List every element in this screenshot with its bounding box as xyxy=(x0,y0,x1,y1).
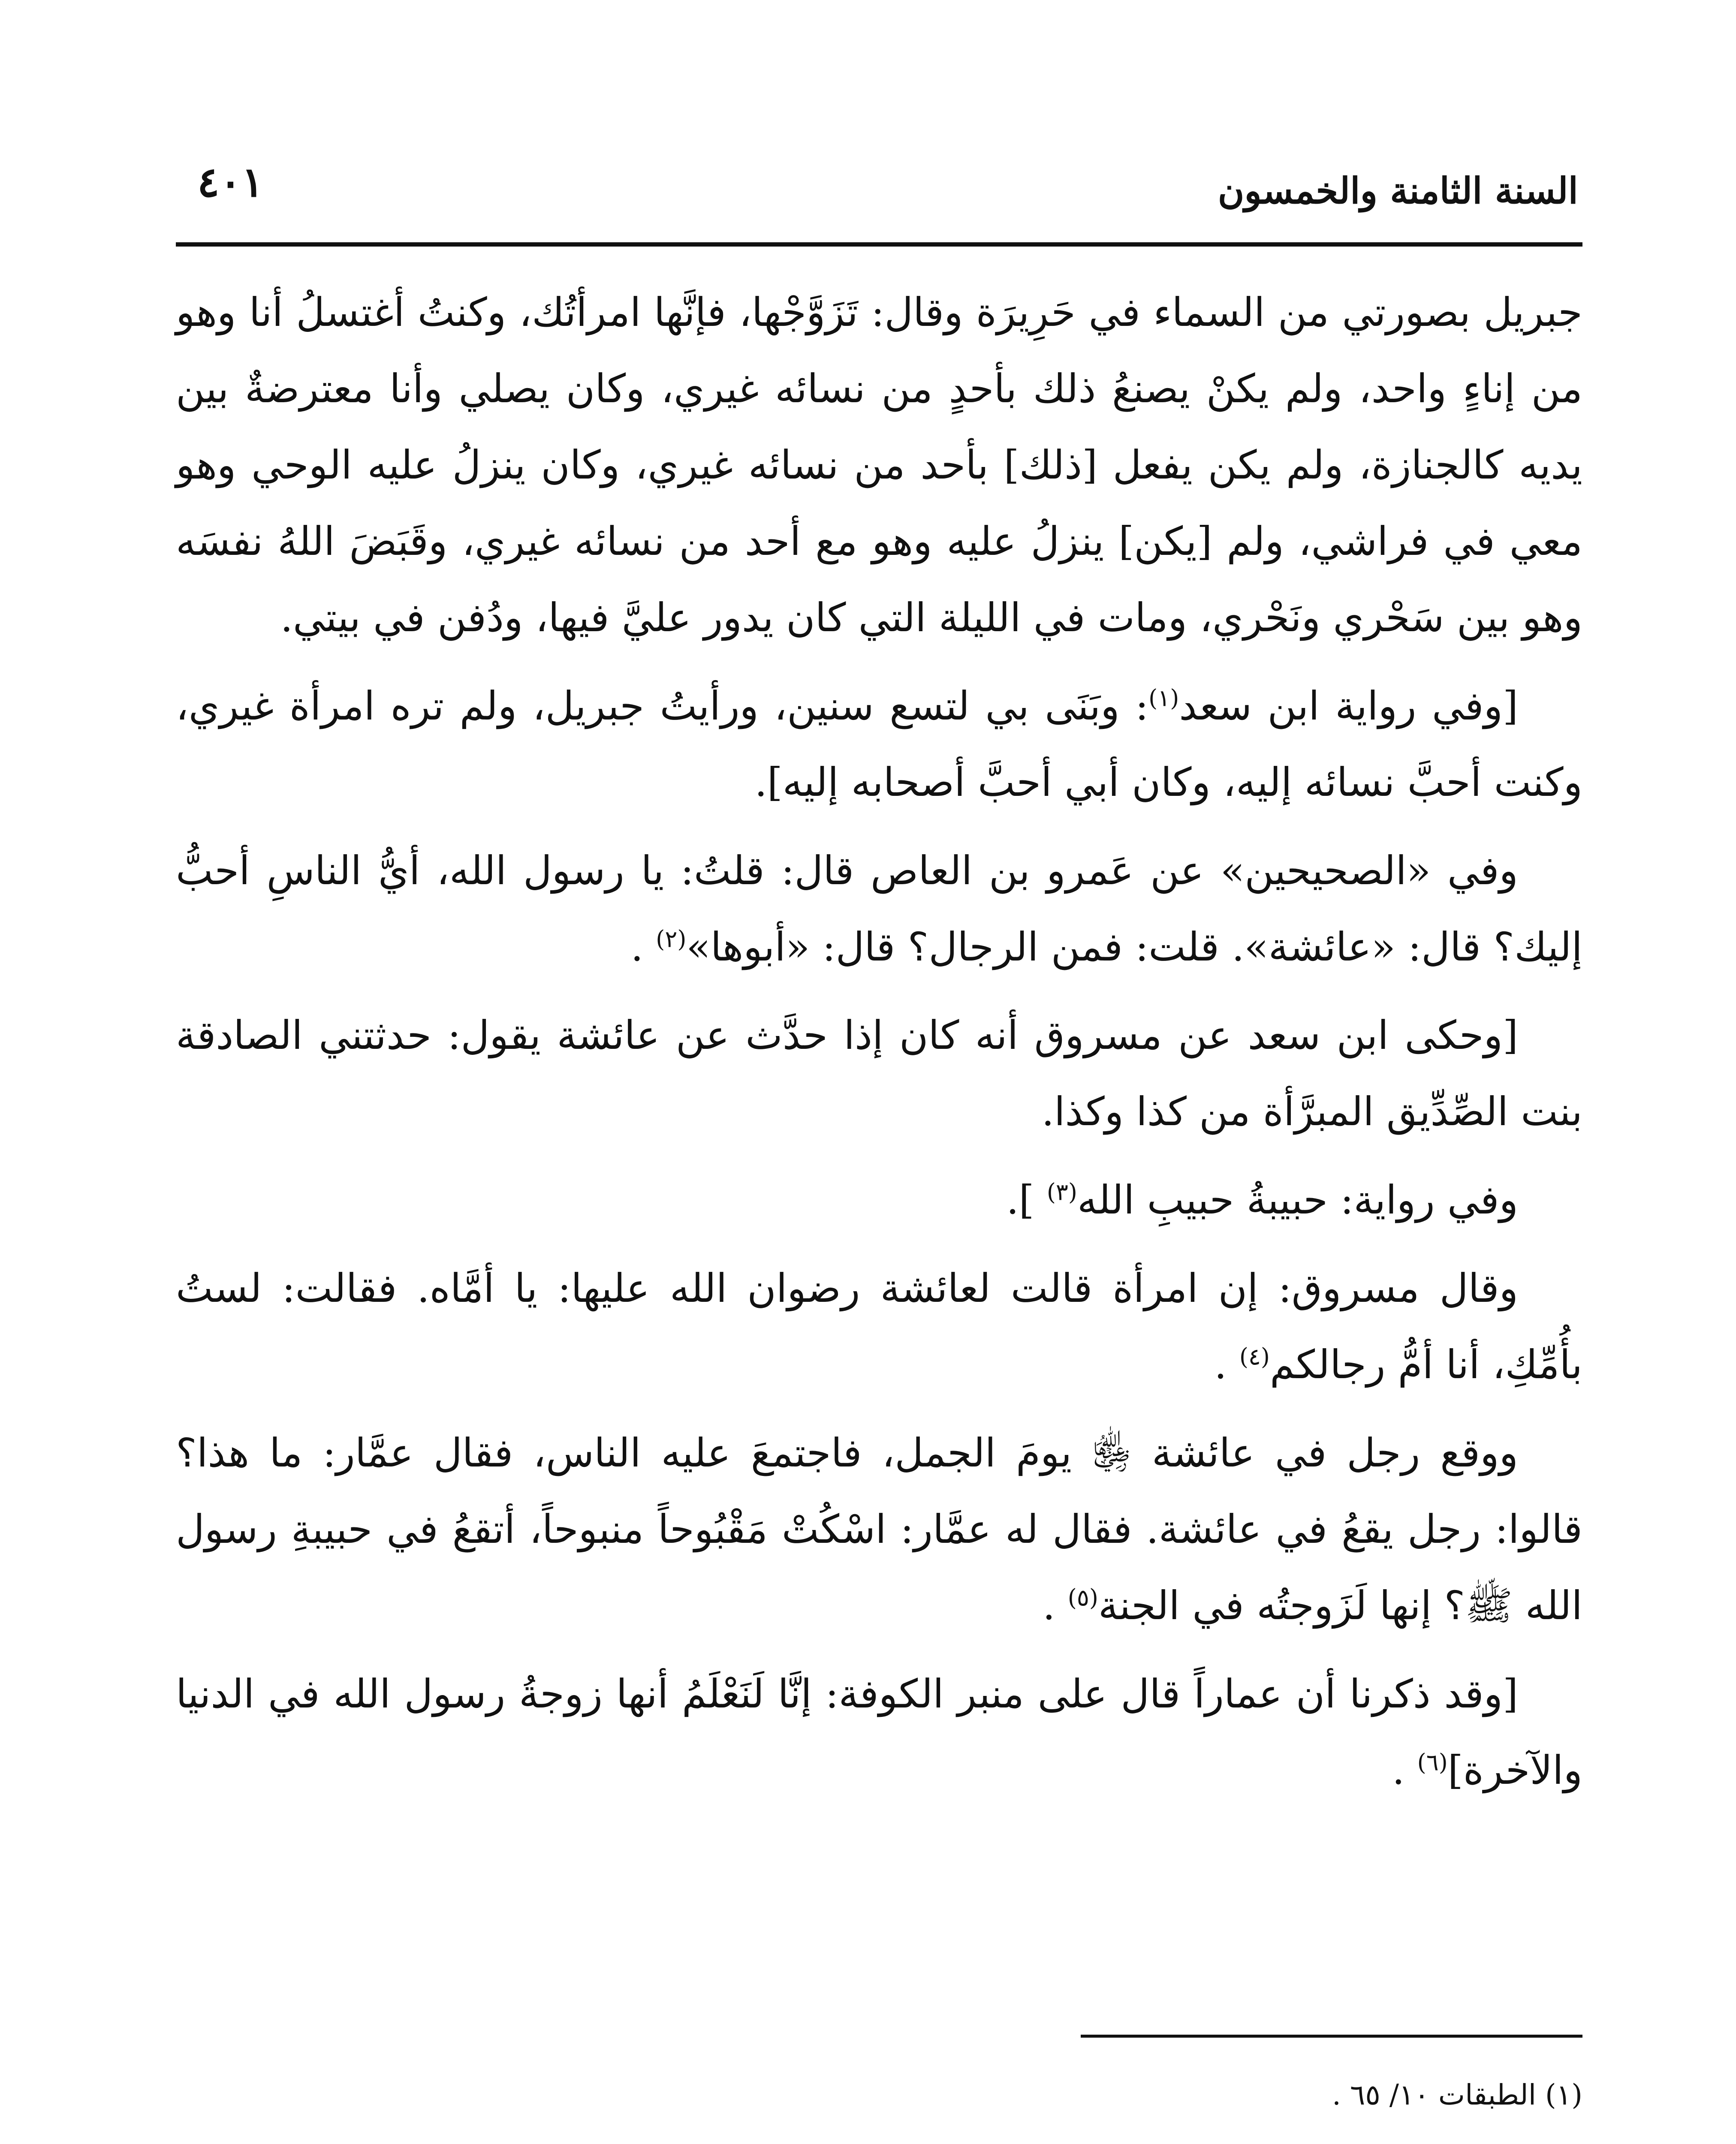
paragraph xyxy=(176,274,1582,656)
header-title: السنة الثامنة والخمسون xyxy=(1218,169,1578,212)
paragraph-text: [وفي رواية ابن سعد xyxy=(1179,683,1518,729)
paragraph xyxy=(176,1250,1582,1403)
paragraph-text: . xyxy=(630,924,656,970)
footnote-ref: (٦) xyxy=(1417,1749,1448,1776)
paragraph xyxy=(176,668,1582,821)
paragraph xyxy=(176,997,1582,1150)
footnote-ref: (٥) xyxy=(1067,1584,1098,1611)
footnote: (١) الطبقات ١٠/ ٦٥ . xyxy=(1332,2078,1582,2111)
footnote xyxy=(176,2128,1582,2144)
paragraph-text: ]. xyxy=(1006,1177,1047,1223)
paragraph xyxy=(176,1656,1582,1809)
paragraph-text: . xyxy=(1214,1342,1239,1388)
main-text xyxy=(176,274,1582,1821)
paragraph-text: وفي «الصحيحين» عن عَمرو بن العاص قال: قلتُ: يا رسول الله، أيُّ الناسِ أحبُّ إليك؟ قال: «عائشة». قلت: فمن الرجال؟ قال: «أبوها» xyxy=(176,848,1582,970)
running-header xyxy=(180,148,1578,234)
paragraph-text: ووقع رجل في عائشة ﵂ يومَ الجمل، فاجتمعَ عليه الناس، فقال عمَّار: ما هذا؟ قالوا: رجل يقعُ في عائشة. فقال له عمَّار: اسْكُتْ مَقْبُوحاً منبوحاً، أتقعُ في حبيبةِ رسول الله ﷺ؟ إنها لَزَوجتُه في الجنة xyxy=(176,1430,1582,1629)
footnote-ref: (٤) xyxy=(1239,1343,1270,1370)
footnotes xyxy=(176,2063,1582,2144)
paragraph-text: وفي رواية: حبيبةُ حبيبِ الله xyxy=(1077,1177,1518,1223)
paragraph-text: وقال مسروق: إن امرأة قالت لعائشة رضوان الله عليها: يا أمَّاه. فقالت: لستُ بأُمِّكِ، أنا أمُّ رجالكم xyxy=(176,1265,1582,1388)
paragraph-text: . xyxy=(1392,1747,1417,1793)
paragraph-text: : وبَنَى بي لتسع سنين، ورأيتُ جبريل، ولم تره امرأة غيري، وكنت أحبَّ نسائه إليه، وكان أبي أحبَّ أصحابه إليه]. xyxy=(176,683,1582,805)
paragraph-text: [وحكى ابن سعد عن مسروق أنه كان إذا حدَّث عن عائشة يقول: حدثتني الصادقة بنت الصِّدِّيق المبرَّأة من كذا وكذا. xyxy=(176,1012,1582,1135)
page-number: ٤٠١ xyxy=(197,158,264,206)
footnote-ref: (١) xyxy=(1148,684,1179,712)
footnote-separator xyxy=(1081,2035,1582,2038)
paragraph xyxy=(176,1415,1582,1644)
header-rule xyxy=(176,242,1582,247)
paragraph-text: جبريل بصورتي من السماء في حَرِيرَة وقال: تَزَوَّجْها، فإنَّها امرأتُك، وكنتُ أغتسلُ أنا وهو من إناءٍ واحد، ولم يكنْ يصنعُ ذلك بأحدٍ من نسائه غيري، وكان يصلي وأنا معترضةٌ بين يديه كالجنازة، ولم يكن يفعل [ذلك] بأحد من نسائه غيري، وكان ينزلُ عليه الوحي وهو معي في فراشي، ولم [يكن] ينزلُ عليه وهو مع أحد من نسائه غيري، وقَبَضَ اللهُ نفسَه وهو بين سَحْري ونَحْري، ومات في الليلة التي كان يدور عليَّ فيها، ودُفن في بيتي. xyxy=(176,289,1582,641)
paragraph-text: . xyxy=(1043,1583,1068,1629)
paragraph xyxy=(176,833,1582,985)
footnote-ref: (٣) xyxy=(1046,1178,1077,1206)
footnote-ref: (٢) xyxy=(656,925,687,953)
paragraph-text: [وقد ذكرنا أن عماراً قال على منبر الكوفة: إنَّا لَنَعْلَمُ أنها زوجةُ رسول الله في الدنيا والآخرة] xyxy=(176,1671,1582,1793)
paragraph xyxy=(176,1162,1582,1238)
